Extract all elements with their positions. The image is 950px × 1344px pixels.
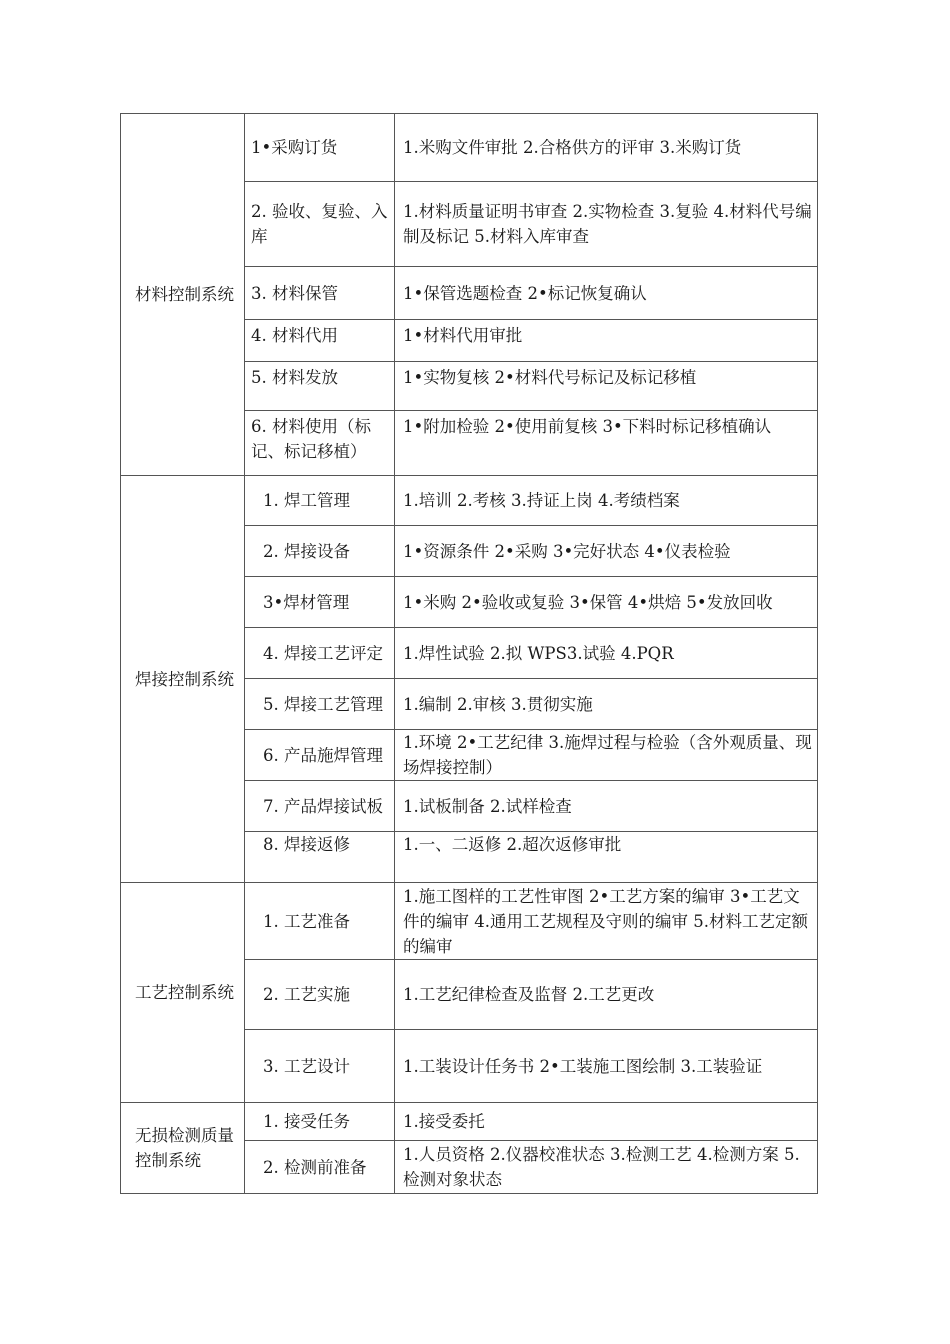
detail-cell: 1.一、二返修 2.超次返修审批 [395, 832, 818, 883]
item-cell: 7. 产品焊接试板 [245, 781, 395, 832]
item-cell: 1. 接受任务 [245, 1103, 395, 1141]
item-cell: 2. 检测前准备 [245, 1141, 395, 1194]
detail-cell: 1.工装设计任务书 2•工装施工图绘制 3.工装验证 [395, 1030, 818, 1103]
item-cell: 2. 工艺实施 [245, 960, 395, 1030]
quality-control-table [120, 113, 818, 1194]
item-cell: 4. 材料代用 [245, 320, 395, 362]
detail-cell: 1.培训 2.考核 3.持证上岗 4.考绩档案 [395, 476, 818, 526]
detail-cell: 1.工艺纪律检查及监督 2.工艺更改 [395, 960, 818, 1030]
detail-cell: 1.试板制备 2.试样检查 [395, 781, 818, 832]
item-cell: 1. 工艺准备 [245, 883, 395, 960]
detail-cell: 1•资源条件 2•采购 3•完好状态 4•仪表检验 [395, 526, 818, 577]
detail-cell: 1•附加检验 2•使用前复核 3•下料时标记移植确认 [395, 411, 818, 476]
detail-cell: 1.焊性试验 2.拟 WPS3.试验 4.PQR [395, 628, 818, 679]
item-cell: 3•焊材管理 [245, 577, 395, 628]
detail-cell: 1•米购 2•验收或复验 3•保管 4•烘焙 5•发放回收 [395, 577, 818, 628]
detail-cell: 1.人员资格 2.仪器校准状态 3.检测工艺 4.检测方案 5.检测对象状态 [395, 1141, 818, 1194]
table-row [121, 476, 818, 526]
detail-cell: 1.接受委托 [395, 1103, 818, 1141]
item-cell: 5. 焊接工艺管理 [245, 679, 395, 730]
table-row [121, 114, 818, 182]
item-cell: 4. 焊接工艺评定 [245, 628, 395, 679]
table-row [121, 1103, 818, 1141]
item-cell: 3. 工艺设计 [245, 1030, 395, 1103]
system-cell: 焊接控制系统 [121, 476, 245, 883]
item-cell: 8. 焊接返修 [245, 832, 395, 883]
table-row [121, 883, 818, 960]
item-cell: 6. 材料使用（标记、标记移植） [251, 417, 371, 461]
item-cell: 6. 产品施焊管理 [245, 730, 395, 781]
detail-cell: 1.材料质量证明书审查 2.实物检查 3.复验 4.材料代号编制及标记 5.材料入库审查 [395, 182, 818, 267]
detail-cell: 1.环境 2•工艺纪律 3.施焊过程与检验（含外观质量、现场焊接控制） [395, 730, 818, 781]
system-cell: 无损检测质量控制系统 [121, 1103, 245, 1194]
detail-cell: 1.编制 2.审核 3.贯彻实施 [395, 679, 818, 730]
item-cell: 1•采购订货 [245, 114, 395, 182]
detail-cell: 1.米购文件审批 2.合格供方的评审 3.米购订货 [395, 114, 818, 182]
item-cell: 3. 材料保管 [245, 267, 395, 320]
system-cell: 工艺控制系统 [121, 883, 245, 1103]
item-cell: 2. 焊接设备 [245, 526, 395, 577]
detail-cell: 1•实物复核 2•材料代号标记及标记移植 [395, 362, 818, 411]
system-cell: 材料控制系统 [121, 114, 245, 476]
detail-cell: 1.施工图样的工艺性审图 2•工艺方案的编审 3•工艺文件的编审 4.通用工艺规程及守则的编审 5.材料工艺定额的编审 [395, 883, 818, 960]
item-cell: 2. 验收、复验、入库 [245, 182, 395, 267]
item-cell: 1. 焊工管理 [245, 476, 395, 526]
item-cell: 5. 材料发放 [245, 362, 395, 411]
detail-cell: 1•保管选题检查 2•标记恢复确认 [395, 267, 818, 320]
detail-cell: 1•材料代用审批 [395, 320, 818, 362]
